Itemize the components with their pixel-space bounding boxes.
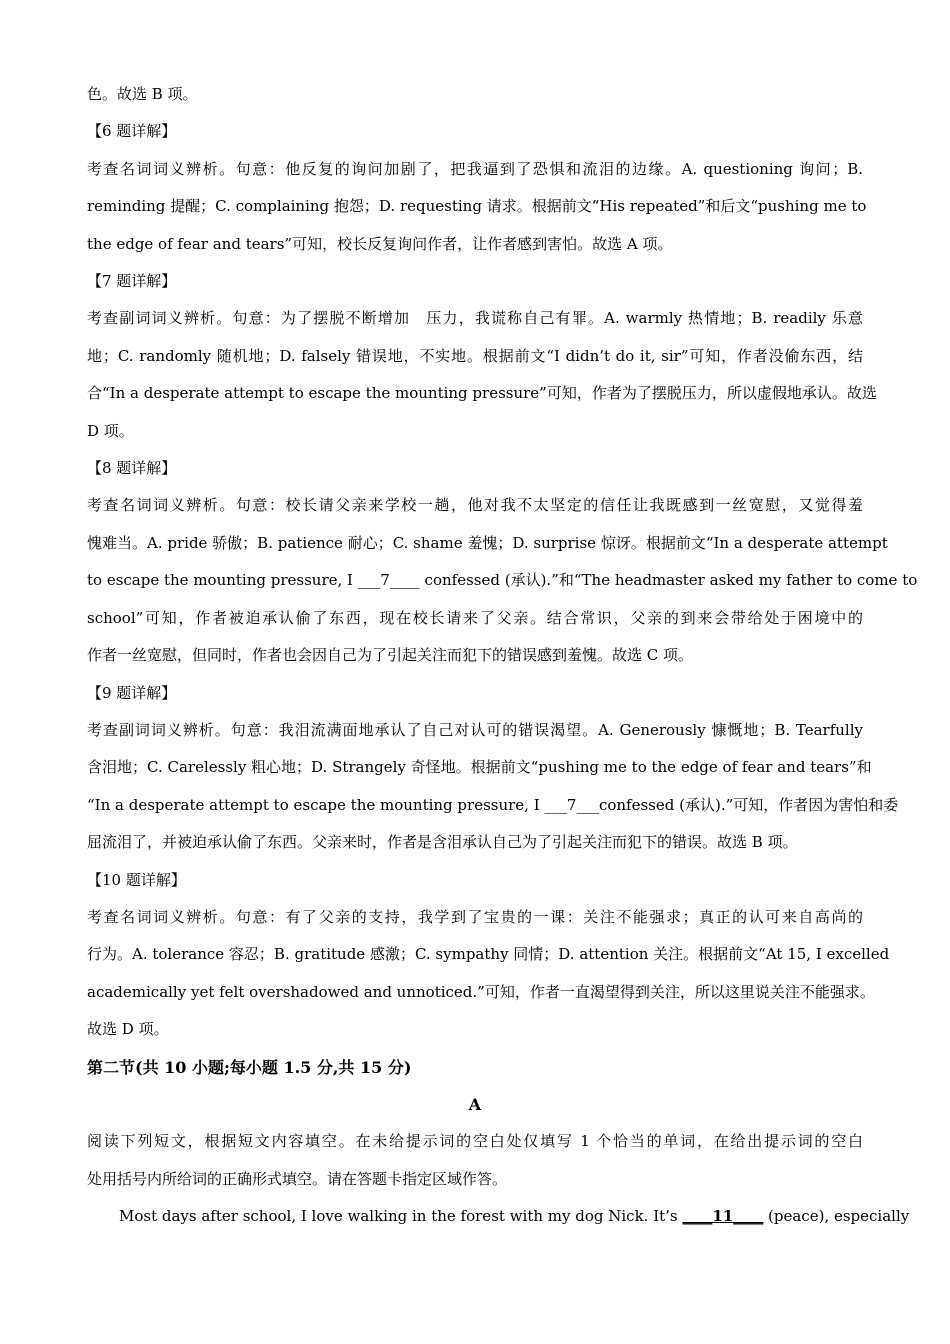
- q8-line: 愧难当。A. pride 骄傲；B. patience 耐心；C. shame 羞愧；D. surprise 惊讶。根据前文“In a desperate attempt: [87, 533, 888, 552]
- q6-line: 考查名词词义辨析。句意：他反复的询问加剧了，把我逼到了恐惧和流泪的边缘。A. questioning 询问；B.: [87, 159, 863, 178]
- q6-line: the edge of fear and tears”可知，校长反复询问作者，让作者感到害怕。故选 A 项。: [87, 234, 673, 253]
- q7-line: 考查副词词义辨析。句意：为了摆脱不断增加 压力，我谎称自己有罪。A. warmly 热情地；B. readily 乐意: [87, 309, 863, 328]
- q7-line: D 项。: [87, 421, 134, 440]
- q9-line: 屈流泪了，并被迫承认偷了东西。父亲来时，作者是含泪承认自己为了引起关注而犯下的错误。故选 B 项。: [87, 833, 798, 852]
- q8-line: 作者一丝宽慰，但同时，作者也会因自己为了引起关注而犯下的错误感到羞愧。故选 C 项。: [87, 646, 694, 665]
- q10-line: 考查名词词义辨析。句意：有了父亲的支持，我学到了宝贵的一课：关注不能强求；真正的认可来自高尚的: [87, 907, 863, 926]
- passage-text: (peace), especially: [763, 1207, 910, 1226]
- q10-line: 故选 D 项。: [87, 1020, 169, 1039]
- q9-line: “In a desperate attempt to escape the mounting pressure, I ___7___confessed (承认).”可知，作者因为害怕和委: [87, 795, 899, 814]
- q10-line: academically yet felt overshadowed and unnoticed.”可知，作者一直渴望得到关注，所以这里说关注不能强求。: [87, 982, 875, 1001]
- q8-line: school”可知，作者被迫承认偷了东西，现在校长请来了父亲。结合常识，父亲的到来会带给处于困境中的: [87, 608, 863, 627]
- passage-line: [87, 1198, 910, 1235]
- answer-blank-11: ____11____: [682, 1207, 764, 1226]
- q5-tail: 色。故选 B 项。: [87, 85, 198, 103]
- q9-heading: 【9 题详解】: [87, 683, 177, 702]
- passage-text: Most days after school, I love walking in the forest with my dog Nick. It’s: [119, 1207, 683, 1226]
- q9-line: 考查副词词义辨析。句意：我泪流满面地承认了自己对认可的错误渴望。A. Generously 慷慨地；B. Tearfully: [87, 720, 863, 739]
- q8-line: to escape the mounting pressure, I ___7____ confessed (承认).”和“The headmaster asked my father to come to: [87, 571, 918, 590]
- q10-heading: 【10 题详解】: [87, 870, 186, 889]
- q7-line: 合“In a desperate attempt to escape the mounting pressure”可知，作者为了摆脱压力，所以虚假地承认。故选: [87, 384, 877, 403]
- q9-line: 含泪地；C. Carelessly 粗心地；D. Strangely 奇怪地。根据前文“pushing me to the edge of fear and tears”和: [87, 758, 872, 777]
- q8-heading: 【8 题详解】: [87, 459, 177, 478]
- document-page: [87, 76, 918, 1236]
- instruction-line: 处用括号内所给词的正确形式填空。请在答题卡指定区域作答。: [87, 1169, 508, 1188]
- part-title: A: [468, 1094, 482, 1114]
- q8-line: 考查名词词义辨析。句意：校长请父亲来学校一趟，他对我不太坚定的信任让我既感到一丝宽慰，又觉得羞: [87, 496, 863, 515]
- q6-heading: 【6 题详解】: [87, 122, 177, 141]
- section-title: 第二节(共 10 小题;每小题 1.5 分,共 15 分): [87, 1057, 412, 1077]
- q7-heading: 【7 题详解】: [87, 272, 177, 291]
- q10-line: 行为。A. tolerance 容忍；B. gratitude 感激；C. sympathy 同情；D. attention 关注。根据前文“At 15, I excelled: [87, 945, 890, 964]
- q7-line: 地；C. randomly 随机地；D. falsely 错误地，不实地。根据前文“I didn’t do it, sir”可知，作者没偷东西，结: [87, 346, 863, 365]
- instruction-line: 阅读下列短文，根据短文内容填空。在未给提示词的空白处仅填写 1 个恰当的单词，在给出提示词的空白: [87, 1132, 863, 1151]
- q6-line: reminding 提醒；C. complaining 抱怨；D. requesting 请求。根据前文“His repeated”和后文“pushing me to: [87, 197, 867, 216]
